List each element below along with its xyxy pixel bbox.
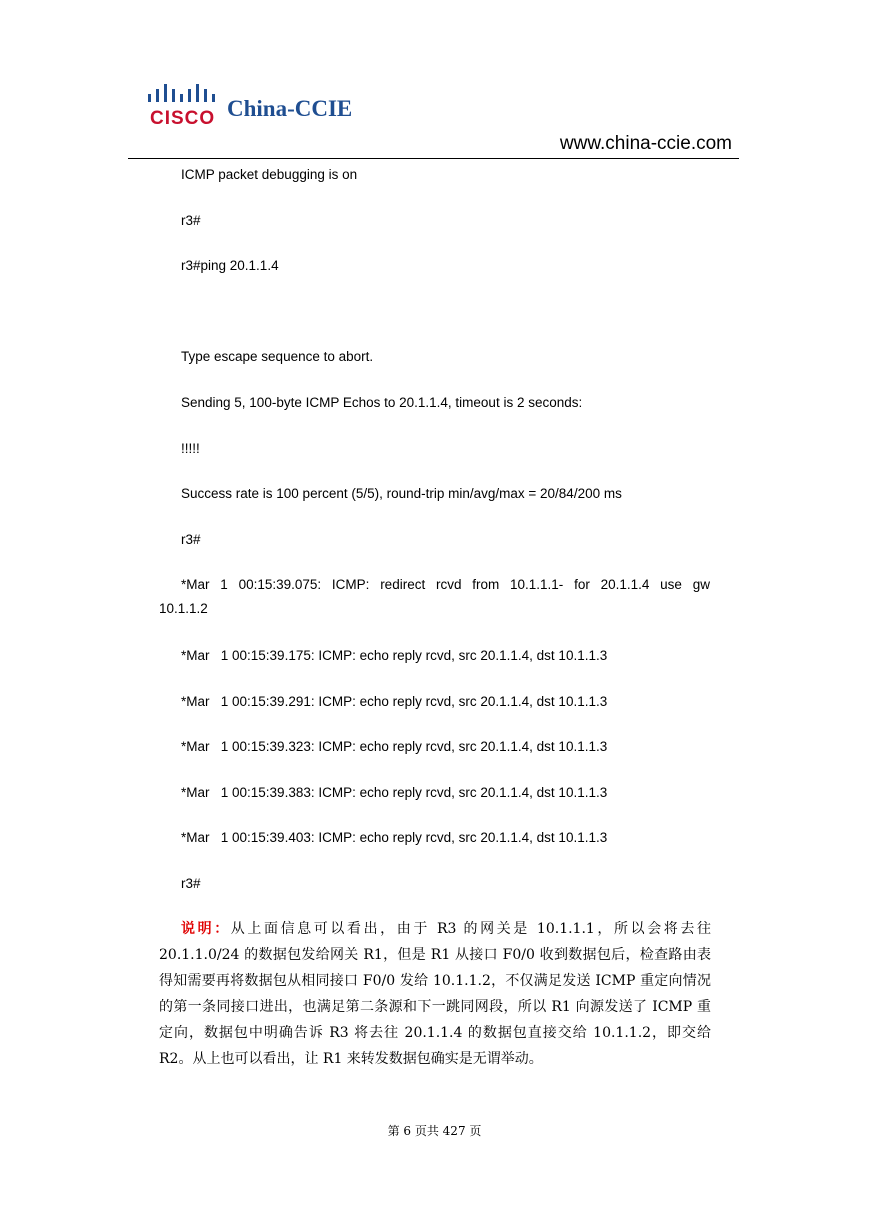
- console-line: *Mar 1 00:15:39.323: ICMP: echo reply rcvd, src 20.1.1.4, dst 10.1.1.3: [181, 739, 608, 754]
- cisco-bars-icon: [148, 84, 222, 106]
- console-line: r3#: [181, 876, 201, 891]
- word: 1: [220, 577, 228, 592]
- word: gw: [692, 577, 710, 592]
- word: 00:15:39.075:: [238, 577, 322, 592]
- console-line: *Mar 1 00:15:39.175: ICMP: echo reply rcvd, src 20.1.1.4, dst 10.1.1.3: [181, 648, 608, 663]
- word: use: [660, 577, 682, 592]
- console-line: *Mar 1 00:15:39.403: ICMP: echo reply rcvd, src 20.1.1.4, dst 10.1.1.3: [181, 830, 608, 845]
- console-line: ICMP packet debugging is on: [181, 167, 358, 182]
- console-line: Success rate is 100 percent (5/5), round-trip min/avg/max = 20/84/200 ms: [181, 486, 622, 501]
- word: for: [574, 577, 590, 592]
- console-line: r3#ping 20.1.1.4: [181, 258, 279, 273]
- word: ICMP:: [331, 577, 370, 592]
- console-line: Sending 5, 100-byte ICMP Echos to 20.1.1.4, timeout is 2 seconds:: [181, 395, 583, 410]
- console-line-redirect: [181, 576, 710, 594]
- word: rcvd: [435, 577, 462, 592]
- note-text: 从上面信息可以看出，由于 R3 的网关是 10.1.1.1，所以会将去往 20.1.1.0/24 的数据包发给网关 R1，但是 R1 从接口 F0/0 收到数据包后，检查路由表得知需要再将数据包从相同接口 F0/0 发给 10.1.1.2，不仅满足发送 ICMP 重定向情况的第一条同接口进出，也满足第二条源和下一跳同网段，所以 R1 向源发送了 ICMP 重定向，数据包中明确告诉 R3 将去往 20.1.1.4 的数据包直接交给 10.1.1.2，即交给 R2。从上也可以看出，让 R1 来转发数据包确实是无谓举动。: [159, 921, 712, 1067]
- header-divider: [128, 158, 739, 159]
- explanation-note: [159, 916, 711, 1072]
- word: *Mar: [181, 577, 210, 592]
- site-url: www.china-ccie.com: [559, 133, 732, 154]
- word: from: [472, 577, 500, 592]
- cisco-wordmark: CISCO: [150, 108, 216, 129]
- console-line: *Mar 1 00:15:39.383: ICMP: echo reply rcvd, src 20.1.1.4, dst 10.1.1.3: [181, 785, 608, 800]
- brand-name: China-CCIE: [227, 96, 353, 121]
- console-line: !!!!!: [181, 441, 200, 456]
- console-line: *Mar 1 00:15:39.291: ICMP: echo reply rcvd, src 20.1.1.4, dst 10.1.1.3: [181, 694, 608, 709]
- cisco-china-ccie-logo: [145, 84, 385, 130]
- console-line: r3#: [181, 213, 201, 228]
- word: 20.1.1.4: [600, 577, 650, 592]
- page-number: 第 6 页共 427 页: [387, 1124, 482, 1138]
- note-label: 说明：: [181, 921, 231, 937]
- console-line-continuation: 10.1.1.2: [159, 601, 208, 616]
- word: redirect: [380, 577, 426, 592]
- word: 10.1.1.1-: [510, 577, 564, 592]
- console-line: r3#: [181, 532, 201, 547]
- console-line: Type escape sequence to abort.: [181, 349, 374, 364]
